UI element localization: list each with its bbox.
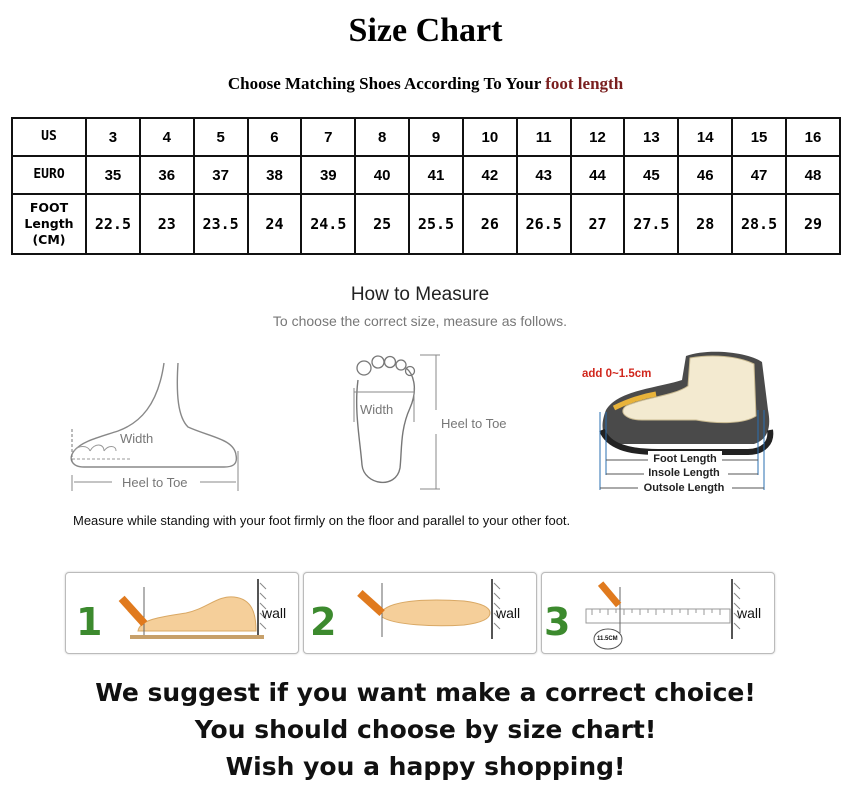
side-foot-outline [71,363,236,467]
foot-length-label: Foot Length [653,453,717,465]
measure-instruction: Measure while standing with your foot firmly on the floor and parallel to your other foot. [73,513,571,528]
subtitle-prefix: Choose Matching Shoes According To Your [227,74,546,93]
step-2-pencil-icon [357,590,385,616]
size-cell: 14 [678,118,732,156]
size-cell: 22.5 [86,194,140,254]
size-cell: 7 [301,118,355,156]
side-width-label: Width [120,431,154,446]
size-cell: 27.5 [624,194,678,254]
how-to-measure-title: How to Measure [350,284,490,305]
size-cell: 29 [786,194,840,254]
slogan-line-3: Wish you a happy shopping! [225,752,626,781]
slogan-line-1: We suggest if you want make a correct choice! [95,678,756,707]
size-cell: 26.5 [517,194,571,254]
sole-view-foot-diagram [340,350,540,495]
size-cell: 40 [355,156,409,194]
step-3-panel [541,572,775,654]
size-cell: 6 [248,118,302,156]
slogan-line-2: You should choose by size chart! [194,715,657,744]
size-row-header-line: (CM) [32,232,66,247]
size-cell: 8 [355,118,409,156]
sole-foot-outline [357,368,415,482]
size-row-header-line: US [41,129,57,144]
shoe-fit-diagram [578,350,778,500]
size-cell: 23 [140,194,194,254]
step-1-wall-label: wall [262,605,287,621]
shoe-add-label: add 0~1.5cm [582,368,652,380]
step-3-pencil-icon [598,581,621,607]
size-cell: 10 [463,118,517,156]
size-cell: 3 [86,118,140,156]
step-2-panel [303,572,537,654]
step-1-pencil-icon [119,596,148,627]
size-cell: 28.5 [732,194,786,254]
size-row-header [12,194,86,254]
size-cell: 39 [301,156,355,194]
size-cell: 43 [517,156,571,194]
size-cell: 9 [409,118,463,156]
size-row-header [12,156,86,194]
size-cell: 4 [140,118,194,156]
size-cell: 35 [86,156,140,194]
outsole-length-label: Outsole Length [643,482,725,494]
sole-width-label: Width [360,402,394,417]
size-cell: 24 [248,194,302,254]
subtitle-highlight: foot length [545,74,624,93]
size-table [11,117,841,255]
step-1-foot [138,597,256,631]
how-to-measure-subtitle: To choose the correct size, measure as follows. [272,313,568,329]
size-cell: 38 [248,156,302,194]
size-cell: 26 [463,194,517,254]
insole-length-label: Insole Length [648,467,720,479]
size-cell: 5 [194,118,248,156]
step-3-number: 3 [544,600,571,644]
size-cell: 48 [786,156,840,194]
size-cell: 24.5 [301,194,355,254]
size-cell: 36 [140,156,194,194]
step-3-wall-label: wall [737,605,762,621]
size-cell: 16 [786,118,840,156]
size-row-header-line: FOOT [29,200,69,215]
size-table-row [12,194,840,254]
page-title: Size Chart [348,12,503,49]
foot-inside-shoe [623,356,756,423]
size-cell: 23.5 [194,194,248,254]
step-1-number: 1 [76,600,103,644]
size-cell: 25 [355,194,409,254]
step-3-ruler-reading: 11.5CM [597,636,618,642]
size-cell: 46 [678,156,732,194]
size-row-header-line: EURO [33,167,65,182]
size-cell: 25.5 [409,194,463,254]
size-cell: 11 [517,118,571,156]
side-length-label: Heel to Toe [122,475,188,490]
size-cell: 15 [732,118,786,156]
size-table-row [12,156,840,194]
size-cell: 47 [732,156,786,194]
size-table-row [12,118,840,156]
step-1-panel [65,572,299,654]
size-cell: 42 [463,156,517,194]
size-cell: 41 [409,156,463,194]
step-2-foot [382,600,490,626]
size-row-header-line: Length [24,216,74,231]
size-cell: 44 [571,156,625,194]
size-row-header [12,118,86,156]
size-cell: 12 [571,118,625,156]
size-cell: 37 [194,156,248,194]
sole-length-label: Heel to Toe [441,416,507,431]
page-subtitle [0,74,851,94]
step-2-number: 2 [310,600,337,644]
size-cell: 13 [624,118,678,156]
size-cell: 28 [678,194,732,254]
step-2-wall-label: wall [496,605,521,621]
size-cell: 45 [624,156,678,194]
size-cell: 27 [571,194,625,254]
side-view-foot-diagram [60,355,250,495]
